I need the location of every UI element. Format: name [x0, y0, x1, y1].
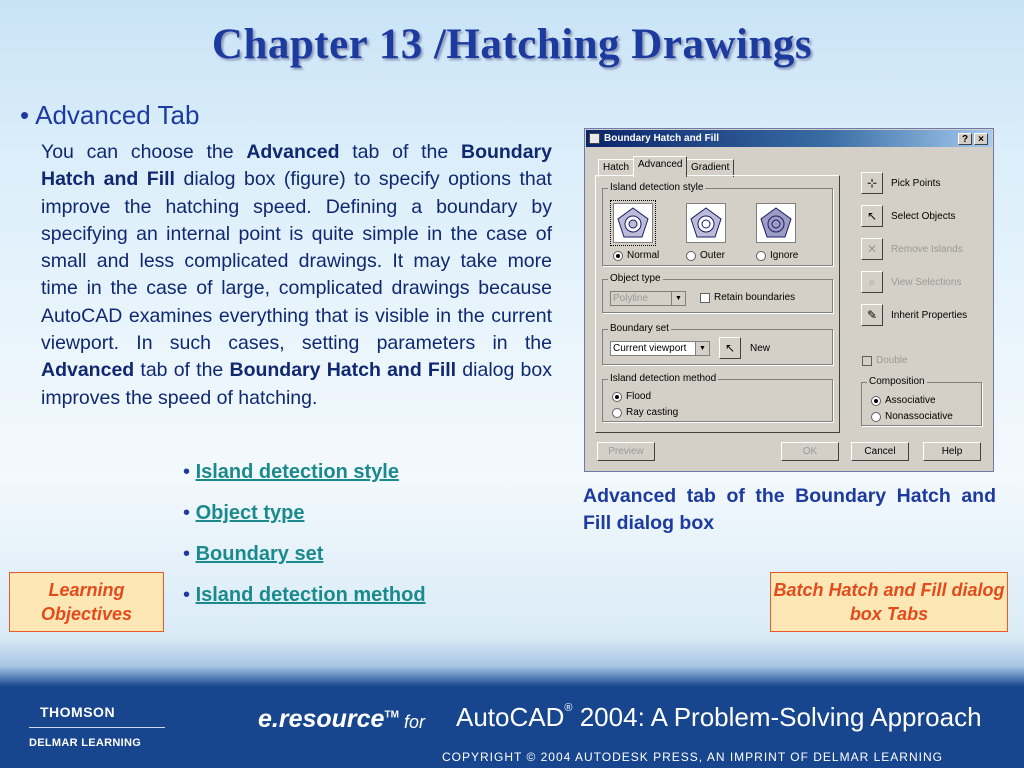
cancel-button[interactable]: Cancel — [851, 442, 909, 461]
sub-bullet-list — [183, 458, 426, 622]
retain-boundaries-checkbox[interactable] — [700, 292, 795, 303]
new-label: New — [750, 343, 771, 354]
radio-label: Associative — [885, 395, 936, 406]
page-title: Chapter 13 /Hatching Drawings — [211, 21, 813, 68]
select-objects-button[interactable] — [861, 205, 883, 227]
preview-button[interactable]: Preview — [597, 442, 655, 461]
boundary-set-select[interactable] — [610, 341, 710, 356]
radio-nonassociative[interactable] — [871, 411, 953, 422]
island-normal-icon — [614, 204, 652, 242]
radio-ray-casting[interactable] — [612, 407, 678, 418]
for-text: for — [404, 712, 426, 732]
section-heading — [20, 100, 199, 131]
body-paragraph: You can choose the Advanced tab of the Boundary Hatch and Fill dialog box (figure) to specify options that improve the hatching speed. Defining a boundary by specifying an internal point is quite simple in the case of small and less complicated drawings. It may take more time in the case of large, complicated drawings because AutoCAD examines everything that is visible in the current viewport. In such cases, setting parameters in the Advanced tab of the Boundary Hatch and Fill dialog box improves the speed of hatching. — [41, 141, 552, 409]
brand-divider — [29, 727, 165, 728]
link-island-detection-style[interactable]: Island detection style — [195, 461, 399, 483]
object-type-select[interactable] — [610, 291, 686, 306]
help-button[interactable]: Help — [923, 442, 981, 461]
group-title: Object type — [610, 273, 661, 284]
select-value: Current viewport — [613, 343, 687, 354]
footer-gradient — [0, 636, 1024, 686]
eresource-text: e.resource — [258, 705, 385, 733]
radio-dot — [686, 251, 696, 261]
tab-advanced[interactable]: Advanced — [633, 156, 687, 177]
checkbox-label: Retain boundaries — [714, 292, 796, 303]
radio-label: Nonassociative — [885, 411, 953, 422]
radio-label: Ignore — [770, 250, 799, 261]
book-name: AutoCAD — [456, 702, 565, 732]
link-object-type[interactable]: Object type — [195, 502, 305, 524]
view-selections-label[interactable]: View Selections — [891, 277, 962, 288]
dialog-titlebar — [586, 130, 992, 147]
view-selections-button[interactable] — [861, 271, 883, 293]
remove-islands-button[interactable] — [861, 238, 883, 260]
pick-points-label[interactable]: Pick Points — [891, 178, 941, 189]
radio-ignore[interactable] — [756, 250, 798, 261]
dialog-tabs-button[interactable]: Batch Hatch and Fill dialog box Tabs — [770, 572, 1008, 632]
remove-islands-label[interactable]: Remove Islands — [891, 244, 963, 255]
help-icon[interactable]: ? — [958, 133, 972, 145]
radio-dot — [871, 412, 881, 422]
checkbox-label: Double — [876, 355, 908, 366]
app-icon — [589, 133, 600, 144]
advanced-tab-panel — [595, 175, 840, 433]
double-checkbox[interactable] — [862, 355, 908, 366]
radio-label: Normal — [627, 250, 660, 261]
list-item: • Island detection method — [183, 584, 426, 606]
tab-gradient[interactable]: Gradient — [686, 159, 734, 177]
link-island-detection-method[interactable]: Island detection method — [195, 584, 426, 606]
magnifier-icon: ⌕ — [868, 275, 876, 289]
link-boundary-set[interactable]: Boundary set — [195, 543, 324, 565]
section-heading-text: Advanced Tab — [35, 100, 200, 130]
new-boundary-button[interactable] — [719, 337, 741, 359]
island-ignore-preview[interactable] — [756, 203, 796, 243]
radio-dot — [612, 408, 622, 418]
brand-delmar: DELMAR LEARNING — [29, 737, 142, 749]
checkbox-box — [862, 356, 872, 366]
object-type-group — [602, 273, 833, 313]
composition-group — [861, 376, 982, 426]
radio-label: Ray casting — [626, 407, 679, 418]
chevron-down-icon: ▼ — [695, 342, 709, 355]
radio-associative[interactable] — [871, 395, 936, 406]
brand-thomson: THOMSON — [40, 704, 116, 720]
radio-outer[interactable] — [686, 250, 725, 261]
ok-button[interactable]: OK — [781, 442, 839, 461]
eresource-logo — [258, 705, 399, 734]
list-item: • Boundary set — [183, 543, 324, 565]
boundary-hatch-dialog — [584, 128, 994, 472]
learning-objectives-button[interactable]: Learning Objectives — [9, 572, 164, 632]
figure-caption: Advanced tab of the Boundary Hatch and Fill dialog box — [583, 485, 996, 534]
island-ignore-icon — [757, 204, 795, 242]
bullet-icon: • — [20, 100, 30, 130]
inherit-properties-label[interactable]: Inherit Properties — [891, 310, 968, 321]
tab-hatch[interactable]: Hatch — [598, 159, 634, 177]
radio-dot — [612, 392, 622, 402]
list-item: • Object type — [183, 502, 305, 524]
dialog-title: Boundary Hatch and Fill — [604, 133, 720, 144]
chevron-down-icon: ▼ — [671, 292, 685, 305]
select-objects-icon: ↖ — [866, 209, 878, 223]
pick-points-icon: ⊹ — [866, 176, 878, 190]
boundary-set-group — [602, 323, 833, 365]
island-outer-icon — [687, 204, 725, 242]
radio-label: Outer — [700, 250, 726, 261]
trademark: TM — [384, 709, 399, 721]
radio-label: Flood — [626, 391, 652, 402]
checkbox-box — [700, 293, 710, 303]
island-detection-method-group — [602, 373, 833, 422]
radio-dot — [613, 251, 623, 261]
inherit-properties-button[interactable] — [861, 304, 883, 326]
group-title: Composition — [869, 376, 925, 387]
copyright-text: COPYRIGHT © 2004 AUTODESK PRESS, AN IMPRINT OF DELMAR LEARNING — [442, 750, 943, 764]
close-icon[interactable]: × — [974, 133, 988, 145]
radio-flood[interactable] — [612, 391, 651, 402]
list-item: • Island detection style — [183, 461, 399, 483]
select-value: Polyline — [613, 293, 649, 304]
pick-points-button[interactable] — [861, 172, 883, 194]
radio-dot — [871, 396, 881, 406]
radio-normal[interactable] — [613, 250, 659, 261]
group-title: Boundary set — [610, 323, 669, 334]
book-title — [456, 702, 982, 733]
select-objects-label[interactable]: Select Objects — [891, 211, 956, 222]
book-subtitle: 2004: A Problem-Solving Approach — [572, 702, 982, 732]
cursor-arrow-icon: ↖ — [724, 341, 736, 355]
group-title: Island detection method — [610, 373, 717, 384]
island-normal-preview[interactable] — [613, 203, 653, 243]
radio-dot — [756, 251, 766, 261]
island-detection-style-group — [602, 182, 833, 266]
eyedropper-icon: ✎ — [866, 308, 878, 322]
registered-mark: ® — [564, 702, 573, 714]
remove-islands-icon: ✕ — [866, 242, 878, 256]
group-title: Island detection style — [610, 182, 704, 193]
island-outer-preview[interactable] — [686, 203, 726, 243]
